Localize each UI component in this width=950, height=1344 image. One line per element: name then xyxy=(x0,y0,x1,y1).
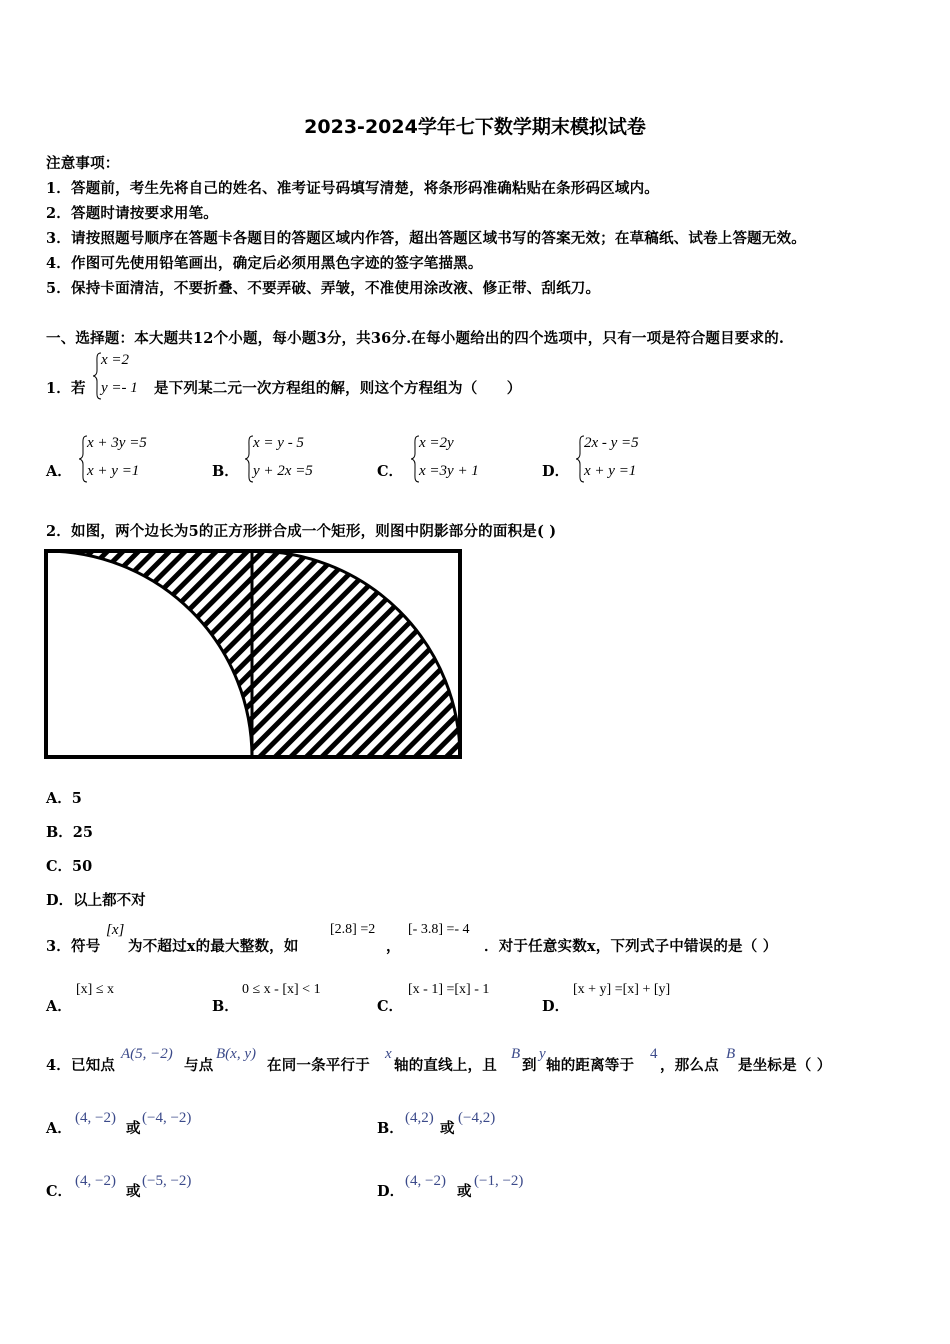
q1-option-b-eq-2: y + 2x =5 xyxy=(253,463,313,479)
q3-example-2: [- 3.8] =- 4 xyxy=(408,922,470,937)
q4-option-c-coord-2: (−5, −2) xyxy=(142,1173,192,1189)
q3-option-b-expr: 0 ≤ x - [x] < 1 xyxy=(242,982,321,997)
q4-option-b-coord-2: (−4,2) xyxy=(458,1110,496,1126)
q4-part-8: 是坐标是（ ） xyxy=(738,1057,832,1074)
q1-option-d-label: D． xyxy=(542,463,570,480)
q1-text: 是下列某二元一次方程组的解，则这个方程组为（ ） xyxy=(154,380,522,397)
notice-item-1: 1．答题前，考生先将自己的姓名、准考证号码填写清楚，将条形码准确粘贴在条形码区域内。 xyxy=(46,180,659,197)
q1-option-c-system xyxy=(410,435,500,485)
q2-option-b: B．25 xyxy=(46,824,93,841)
notice-item-3: 3．请按照题号顺序在答题卡各题目的答题区域内作答，超出答题区域书写的答案无效；在草稿纸、试卷上答题无效。 xyxy=(46,230,806,247)
q3-option-a-label: A． xyxy=(46,998,72,1015)
q1-option-b-system xyxy=(244,435,334,485)
q4-option-a-coord-2: (−4, −2) xyxy=(142,1110,192,1126)
q4-part-1: 4．已知点 xyxy=(46,1057,116,1074)
q4-option-b-or: 或 xyxy=(440,1120,455,1137)
q1-given-system xyxy=(92,352,152,402)
notice-item-2: 2．答题时请按要求用笔。 xyxy=(46,205,218,222)
q4-y-axis: y xyxy=(539,1046,546,1062)
q3-prefix: 3．符号 xyxy=(46,938,101,955)
q4-option-c-or: 或 xyxy=(126,1183,141,1200)
q3-option-a-expr: [x] ≤ x xyxy=(76,982,115,997)
q3-option-c-label: C． xyxy=(377,998,404,1015)
q3-mid: 为不超过x的最大整数，如 xyxy=(128,938,299,955)
q3-option-d-expr: [x + y] =[x] + [y] xyxy=(573,982,671,997)
q4-option-d-coord-2: (−1, −2) xyxy=(474,1173,524,1189)
q1-given-eq-1: x =2 xyxy=(101,352,130,368)
q4-part-3: 在同一条平行于 xyxy=(267,1057,370,1074)
q4-option-c-label: C． xyxy=(46,1183,73,1200)
q3-comma: ， xyxy=(386,938,401,955)
q3-symbol: [x] xyxy=(106,922,125,938)
q4-option-d-coord-1: (4, −2) xyxy=(405,1173,446,1189)
q2-figure xyxy=(44,549,464,761)
q1-option-d-eq-2: x + y =1 xyxy=(584,463,637,479)
q1-option-c-label: C． xyxy=(377,463,404,480)
q4-point-b-2: B xyxy=(511,1046,521,1062)
q1-option-a-system xyxy=(78,435,168,485)
q1-option-d-eq-1: 2x - y =5 xyxy=(584,435,639,451)
q3-tail: ．对于任意实数x，下列式子中错误的是（ ） xyxy=(484,938,778,955)
q2-text: 2．如图，两个边长为5的正方形拼合成一个矩形，则图中阴影部分的面积是( ) xyxy=(46,523,557,540)
q4-x-axis: x xyxy=(385,1046,392,1062)
q2-option-a: A．5 xyxy=(46,790,82,807)
q1-option-b-label: B． xyxy=(212,463,239,480)
q1-option-a-eq-2: x + y =1 xyxy=(87,463,140,479)
q4-option-b-label: B． xyxy=(377,1120,404,1137)
q4-point-b-3: B xyxy=(726,1046,736,1062)
q4-part-4: 轴的直线上，且 xyxy=(394,1057,497,1074)
q2-option-c: C．50 xyxy=(46,858,93,875)
q1-prefix: 1．若 xyxy=(46,380,86,397)
q4-option-a-or: 或 xyxy=(126,1120,141,1137)
q4-option-a-label: A． xyxy=(46,1120,72,1137)
q4-option-c-coord-1: (4, −2) xyxy=(75,1173,116,1189)
q3-option-b-label: B． xyxy=(212,998,239,1015)
q1-option-c-eq-1: x =2y xyxy=(419,435,454,451)
q1-option-c-eq-2: x =3y + 1 xyxy=(419,463,479,479)
q4-option-a-coord-1: (4, −2) xyxy=(75,1110,116,1126)
q4-point-a: A(5, −2) xyxy=(121,1046,173,1062)
q1-option-a-label: A． xyxy=(46,463,72,480)
page-title: 2023-2024学年七下数学期末模拟试卷 xyxy=(304,116,646,138)
q3-option-c-expr: [x - 1] =[x] - 1 xyxy=(408,982,490,997)
q4-part-6: 轴的距离等于 xyxy=(546,1057,635,1074)
q3-example-1: [2.8] =2 xyxy=(330,922,376,937)
q4-part-2: 与点 xyxy=(184,1057,214,1074)
q1-given-eq-2: y =- 1 xyxy=(101,380,138,396)
q4-option-d-label: D． xyxy=(377,1183,405,1200)
q4-option-b-coord-1: (4,2) xyxy=(405,1110,434,1126)
notice-item-5: 5．保持卡面清洁，不要折叠、不要弄破、弄皱，不准使用涂改液、修正带、刮纸刀。 xyxy=(46,280,601,297)
q3-option-d-label: D． xyxy=(542,998,570,1015)
q4-part-7: ，那么点 xyxy=(660,1057,719,1074)
q1-option-b-eq-1: x = y - 5 xyxy=(253,435,304,451)
q2-option-d: D．以上都不对 xyxy=(46,892,146,909)
q4-part-5: 到 xyxy=(522,1057,537,1074)
q1-option-d-system xyxy=(575,435,670,485)
q4-distance: 4 xyxy=(650,1046,658,1062)
q4-point-b: B(x, y) xyxy=(216,1046,256,1062)
notice-item-4: 4．作图可先使用铅笔画出，确定后必须用黑色字迹的签字笔描黑。 xyxy=(46,255,483,272)
q1-option-a-eq-1: x + 3y =5 xyxy=(87,435,147,451)
q4-option-d-or: 或 xyxy=(457,1183,472,1200)
section-1-heading: 一、选择题：本大题共12个小题，每小题3分，共36分.在每小题给出的四个选项中，只有一项是符合题目要求的. xyxy=(46,330,785,347)
notice-heading: 注意事项： xyxy=(46,155,120,172)
